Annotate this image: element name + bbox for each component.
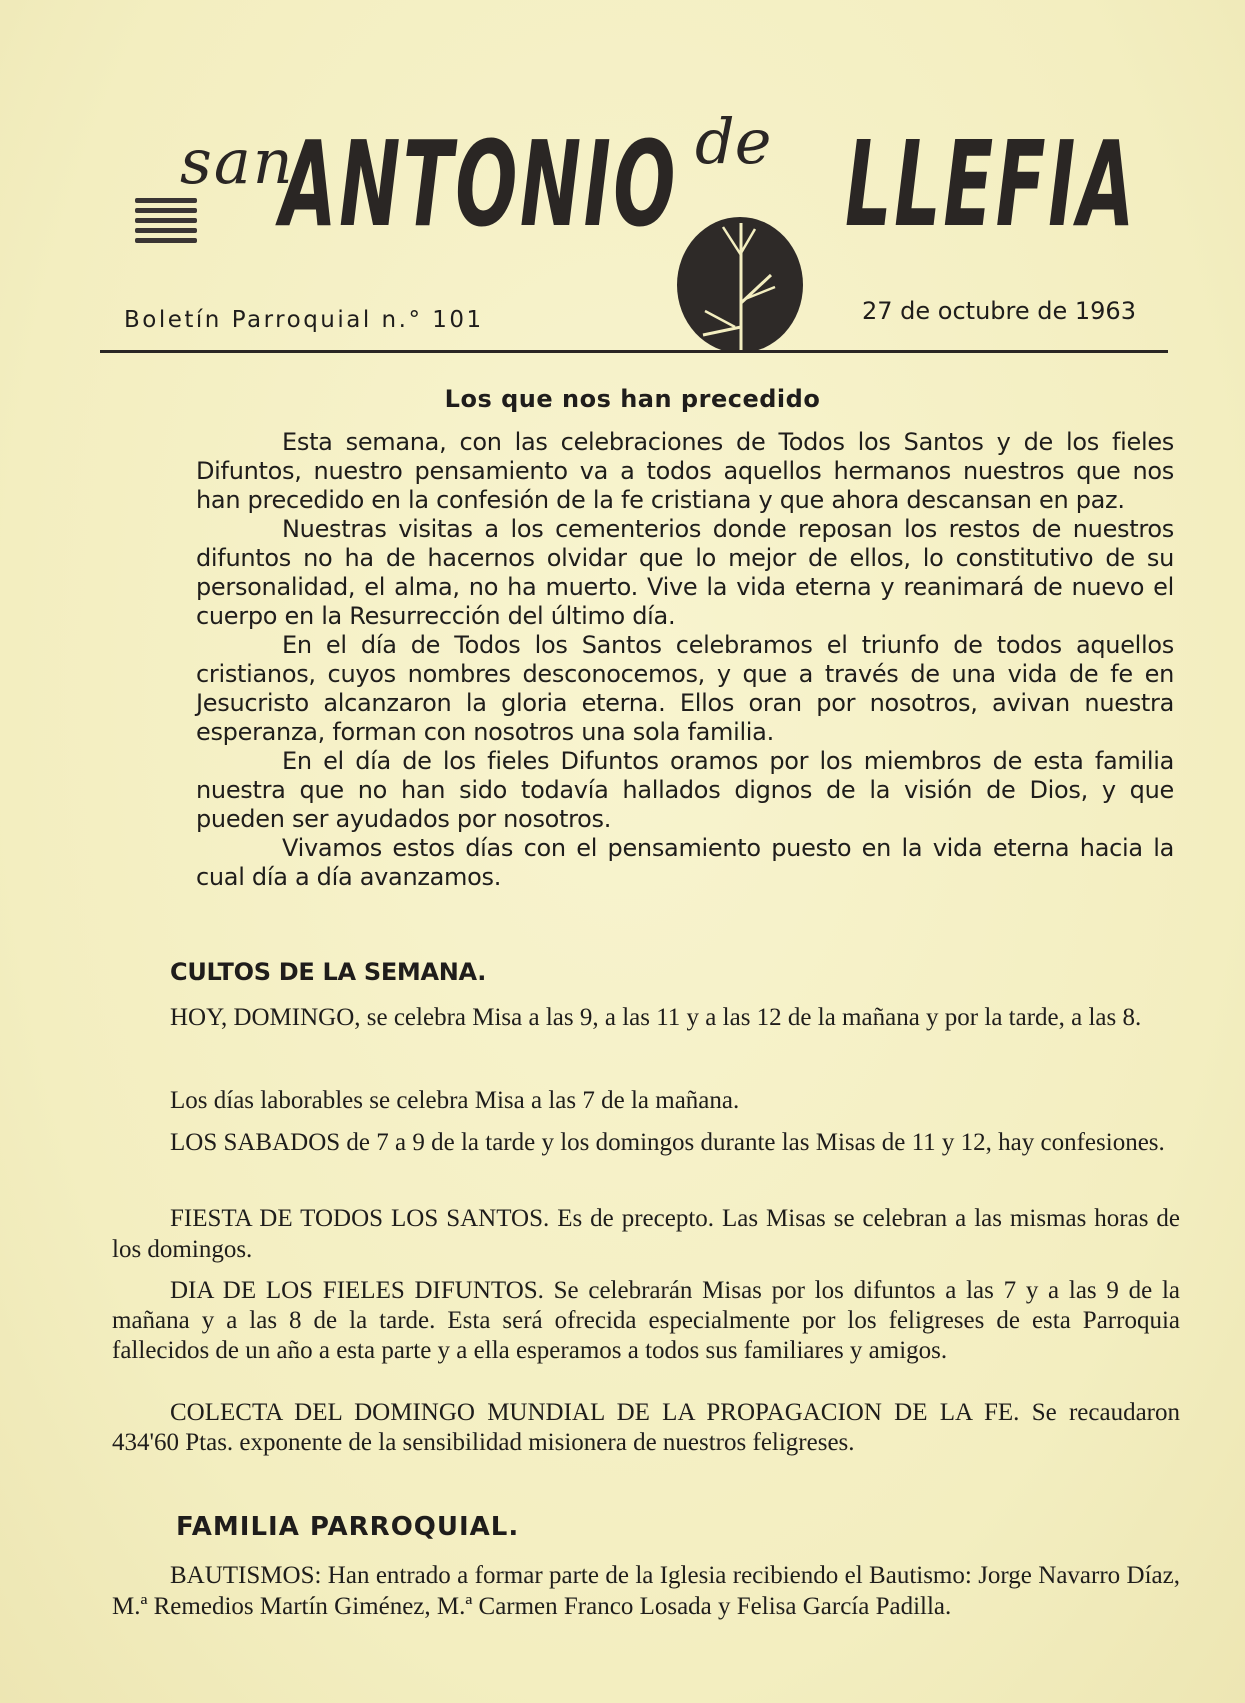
section-title-cultos: CULTOS DE LA SEMANA. [170,958,487,986]
cultos-item [112,1398,1180,1458]
cultos-text: Los días laborables se celebra Misa a las 7 de la mañana. [170,1087,740,1114]
logo-word-san: san [180,125,295,198]
bautismos-item [112,1560,1180,1622]
article-body [196,428,1174,892]
bautismos-text: BAUTISMOS: Han entrado a formar parte de la Iglesia recibiendo el Bautismo: Jorge Navarro Díaz, M.ª Remedios Martín Giménez, M.ª Carmen Franco Losada y Felisa García Padilla. [112,1562,1180,1620]
logo-word-llefia: LLEFIA [845,115,1137,253]
cultos-text: DIA DE LOS FIELES DIFUNTOS. Se celebrarán Misas por los difuntos a las 7 y a las 9 de la mañana y a las 8 de la tarde. Esta será ofrecida especialmente por los feligreses de esta Parroquia fallecidos de un año a esta parte y a ella esperamos a todos sus familiares y amigos. [112,1277,1180,1364]
cultos-item [112,1127,1180,1158]
logo-word-antonio: ANTONIO [280,115,678,253]
cultos-text: COLECTA DEL DOMINGO MUNDIAL DE LA PROPAGACION DE LA FE. Se recaudaron 434'60 Ptas. exponente de la sensibilidad misionera de nuestros feligreses. [112,1399,1180,1456]
article-paragraph: Vivamos estos días con el pensamiento puesto en la vida eterna hacia la cual día a día avanzamos. [196,834,1174,891]
cultos-item [112,1203,1180,1265]
article-paragraph: En el día de Todos los Santos celebramos el triunfo de todos aquellos cristianos, cuyos nombres desconocemos, y que a través de una vida de fe en Jesucristo alcanzaron la gloria eterna. Ellos oran por nosotros, avivan nuestra esperanza, forman con nosotros una sola familia. [196,631,1174,746]
bulletin-number: Boletín Parroquial n.° 101 [124,307,484,333]
article-paragraph: Nuestras visitas a los cementerios donde reposan los restos de nuestros difuntos no ha de hacernos olvidar que lo mejor de ellos, lo constitutivo de su personalidad, el alma, no ha muerto. Vive la vida eterna y reanimará de nuevo el cuerpo en la Resurrección del último día. [196,515,1174,630]
section-title-familia: FAMILIA PARROQUIAL. [176,1512,520,1542]
palm-branch-emblem-icon [675,215,805,355]
cultos-text: FIESTA DE TODOS LOS SANTOS. Es de precepto. Las Misas se celebran a las mismas horas de los domingos. [112,1205,1180,1263]
cultos-item [112,1085,1180,1116]
issue-date: 27 de octubre de 1963 [862,297,1136,325]
cultos-item [112,1276,1180,1366]
cultos-item [112,1002,1180,1033]
article-paragraph: En el día de los fieles Difuntos oramos por los miembros de esta familia nuestra que no han sido todavía hallados dignos de la visión de Dios, y que pueden ser ayudados por nosotros. [196,747,1174,833]
decorative-lines-icon [135,198,197,250]
logo-word-de: de [695,105,772,178]
cultos-text: HOY, DOMINGO, se celebra Misa a las 9, a las 11 y a las 12 de la mañana y por la tarde, a las 8. [170,1004,1142,1031]
article-paragraph: Esta semana, con las celebraciones de Todos los Santos y de los fieles Difuntos, nuestro pensamiento va a todos aquellos hermanos nuestros que nos han precedido en la confesión de la fe cristiana y que ahora descansan en paz. [196,428,1174,514]
header-divider [100,350,1168,353]
article-title: Los que nos han precedido [444,385,821,413]
cultos-text: LOS SABADOS de 7 a 9 de la tarde y los domingos durante las Misas de 11 y 12, hay confesiones. [170,1129,1165,1156]
